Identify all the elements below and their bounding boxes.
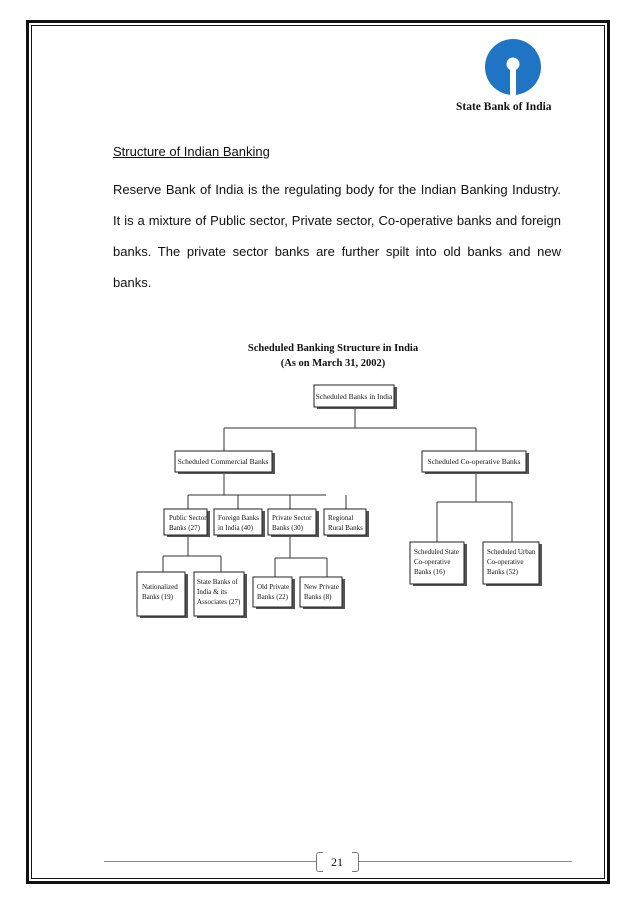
section-heading: Structure of Indian Banking — [113, 144, 270, 159]
node-foreign-banks-l2: in India (40) — [218, 524, 253, 532]
banking-structure-diagram — [130, 335, 550, 625]
node-foreign-banks-l1: Foreign Banks — [218, 514, 260, 522]
node-public-sector-l1: Public Sector — [169, 514, 207, 522]
logo-text: State Bank of India — [456, 101, 552, 113]
node-foreign-banks — [214, 509, 265, 537]
node-new-private — [300, 577, 345, 609]
diagram-title-line2: (As on March 31, 2002) — [280, 358, 386, 369]
node-urban-cooperative-l3: Banks (52) — [487, 568, 518, 576]
node-sbi-associates — [194, 572, 247, 618]
node-cooperative-banks-label: Scheduled Co-operative Banks — [427, 457, 521, 466]
node-commercial-banks — [175, 451, 275, 474]
node-sbi-associates-l2: India & its — [197, 588, 227, 596]
footer-rule-right — [358, 861, 572, 862]
node-state-cooperative-l1: Scheduled State — [414, 548, 459, 556]
node-state-cooperative — [410, 542, 467, 586]
node-cooperative-banks — [422, 451, 529, 474]
node-nationalized-l2: Banks (19) — [142, 593, 173, 601]
node-commercial-banks-label: Scheduled Commercial Banks — [177, 457, 269, 466]
footer-rule-left — [104, 861, 316, 862]
node-regional-rural — [324, 509, 369, 537]
node-scheduled-banks-label: Scheduled Banks in India — [315, 392, 393, 401]
node-new-private-l1: New Private — [304, 583, 339, 591]
diagram-title-line1: Scheduled Banking Structure in India — [247, 343, 419, 354]
node-public-sector — [164, 509, 210, 537]
node-sbi-associates-l1: State Banks of — [197, 578, 238, 586]
node-private-sector-l1: Private Sector — [272, 514, 312, 522]
node-private-sector — [268, 509, 319, 537]
node-public-sector-l2: Banks (27) — [169, 524, 200, 532]
node-old-private-l2: Banks (22) — [257, 593, 288, 601]
node-urban-cooperative-l1: Scheduled Urban — [487, 548, 536, 556]
section-paragraph: Reserve Bank of India is the regulating body for the Indian Banking Industry. It is a mixture of Public sector, Private sector, Co-operative banks and foreign banks. The private sector banks are further spilt into old banks and new banks. — [113, 182, 561, 290]
page-number: 21 — [331, 855, 343, 869]
node-sbi-associates-l3: Associates (27) — [197, 598, 241, 606]
node-nationalized — [137, 572, 188, 618]
node-urban-cooperative-l2: Co-operative — [487, 558, 524, 566]
node-state-cooperative-l2: Co-operative — [414, 558, 451, 566]
node-state-cooperative-l3: Banks (16) — [414, 568, 445, 576]
node-old-private-l1: Old Private — [257, 583, 290, 591]
node-urban-cooperative — [483, 542, 542, 586]
node-old-private — [253, 577, 295, 609]
node-private-sector-l2: Banks (30) — [272, 524, 303, 532]
node-new-private-l2: Banks (8) — [304, 593, 332, 601]
node-regional-rural-l1: Regional — [328, 514, 354, 522]
node-nationalized-l1: Nationalized — [142, 583, 178, 591]
node-regional-rural-l2: Rural Banks — [328, 524, 363, 532]
node-scheduled-banks — [314, 385, 397, 409]
